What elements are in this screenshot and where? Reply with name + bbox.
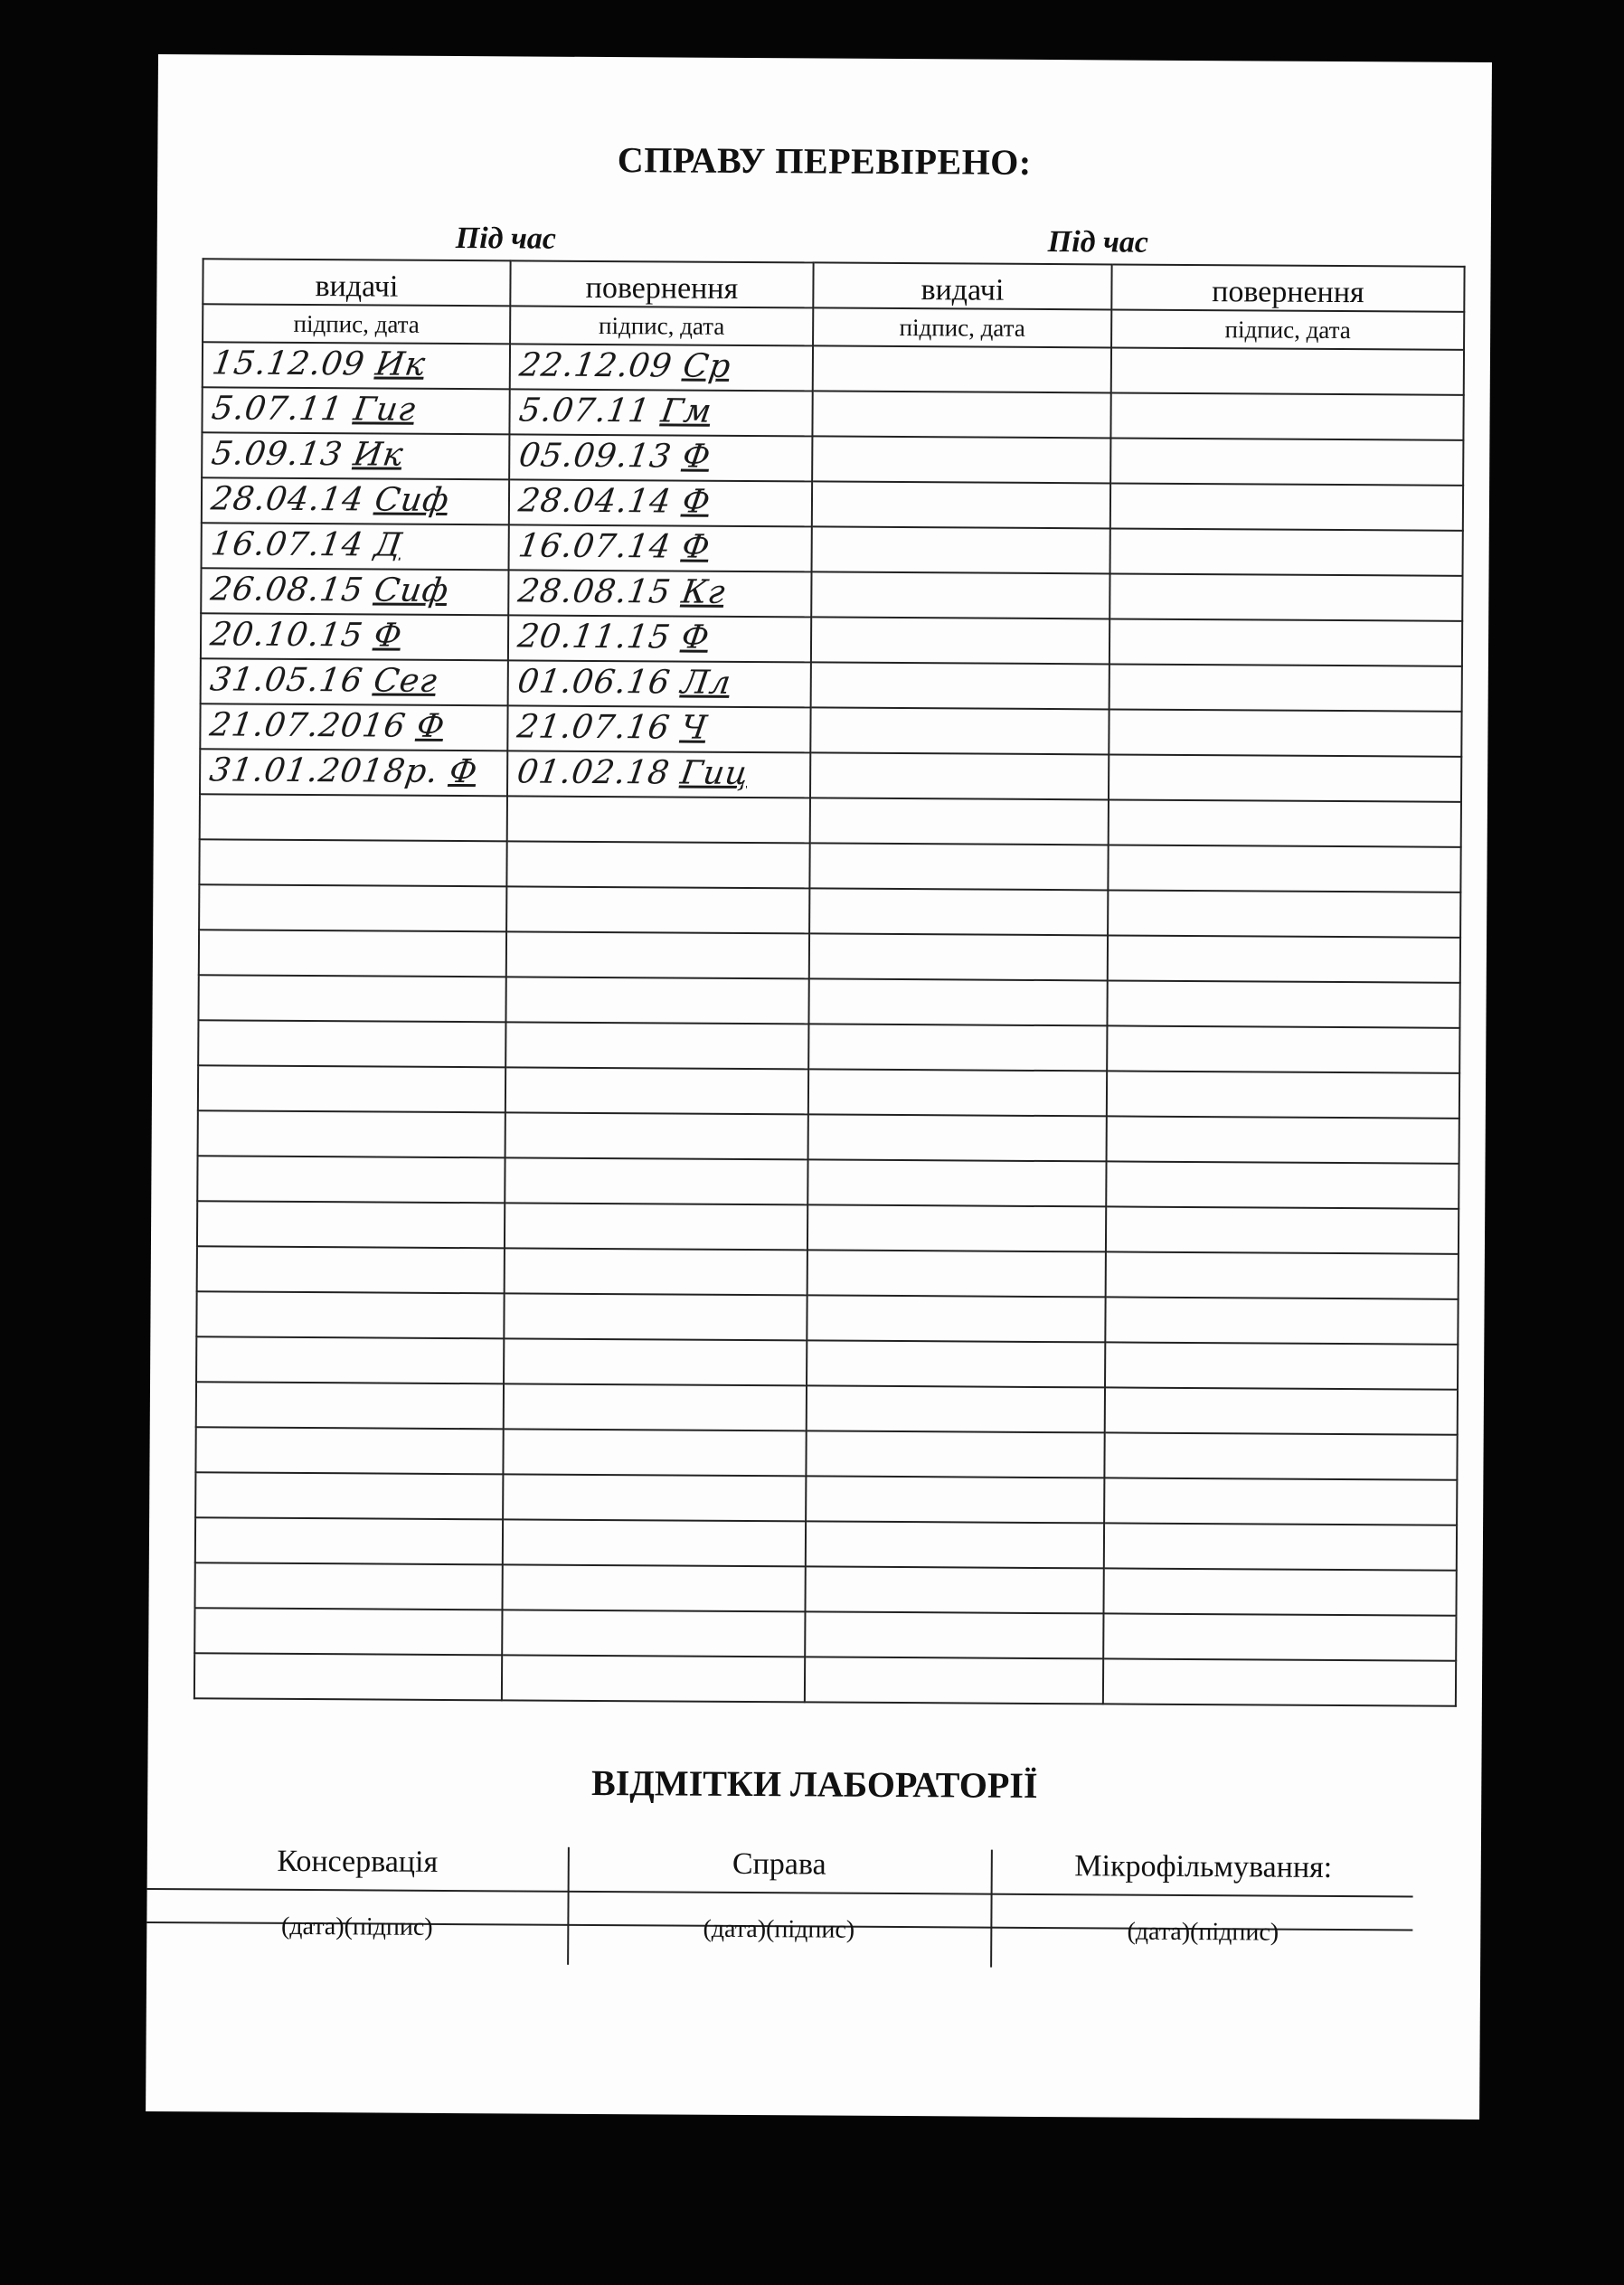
table-row [198, 1065, 1459, 1119]
signature: Гиц [677, 754, 752, 792]
table-cell [198, 1065, 505, 1112]
table-cell [195, 1472, 503, 1519]
table-row [198, 975, 1459, 1028]
table-cell [1107, 980, 1459, 1027]
table-cell [195, 1427, 503, 1474]
lab-col-microfilm [990, 1841, 1416, 1961]
table-cell [806, 1430, 1104, 1478]
handwritten-issue-entry [209, 435, 406, 473]
table-cell [508, 660, 811, 707]
return-date: 21.07.16 [515, 708, 673, 747]
table-cell [1108, 890, 1460, 937]
table-cell [502, 1564, 805, 1611]
lab-title: ВІДМІТКИ ЛАБОРАТОРІЇ [590, 1761, 1038, 1806]
table-cell [810, 798, 1109, 845]
table-cell [201, 658, 508, 705]
table-cell [805, 1657, 1103, 1704]
table-cell [503, 1429, 806, 1476]
table-cell [805, 1566, 1103, 1613]
table-cell [812, 391, 1110, 438]
table-cell [809, 888, 1108, 935]
table-cell [1110, 392, 1463, 439]
handwritten-return-entry [517, 392, 715, 430]
table-cell [808, 1069, 1107, 1116]
lab-label-case: Справа [732, 1846, 826, 1882]
table-cell [194, 1653, 502, 1700]
signature: Ф [680, 438, 713, 476]
table-cell [505, 1203, 807, 1250]
table-cell [810, 752, 1109, 799]
table-row [200, 703, 1461, 757]
table-row [203, 342, 1464, 395]
table-cell [200, 794, 507, 841]
table-cell [805, 1611, 1103, 1658]
table-cell [508, 570, 811, 617]
table-row [194, 1608, 1456, 1661]
table-cell [507, 796, 810, 843]
table-row [202, 477, 1463, 531]
table-cell [506, 931, 809, 978]
table-cell [196, 1291, 504, 1338]
document-sheet [146, 54, 1492, 2120]
handwritten-return-entry [515, 618, 713, 656]
table-cell [505, 977, 808, 1024]
lab-label-microfilm: Мікрофільмування: [1074, 1849, 1333, 1884]
table-row [196, 1291, 1458, 1345]
table-cell [202, 432, 509, 479]
issue-date: 26.08.15 [208, 571, 366, 609]
signature: Сег [371, 662, 440, 700]
page-title: СПРАВУ ПЕРЕВІРЕНО: [617, 139, 1032, 183]
table-cell [1104, 1523, 1457, 1570]
handwritten-issue-entry [207, 751, 480, 790]
handwritten-issue-entry [207, 706, 447, 745]
table-row [201, 613, 1462, 666]
table-cell [811, 662, 1109, 709]
table-cell [199, 930, 506, 977]
table-row [201, 568, 1462, 621]
return-date: 5.07.11 [516, 392, 654, 430]
table-row [200, 794, 1461, 847]
lab-sub-microfilm: (дата)(підпис) [1127, 1917, 1279, 1947]
signature: Ч [678, 709, 711, 747]
lab-col-case [567, 1838, 991, 1959]
table-cell [202, 477, 509, 524]
table-cell [503, 1474, 806, 1521]
handwritten-return-entry [517, 346, 733, 384]
table-cell [509, 389, 812, 436]
handwritten-issue-entry [209, 525, 405, 563]
table-cell [197, 1201, 505, 1248]
handwritten-issue-entry [208, 571, 451, 609]
table-row [198, 1020, 1459, 1073]
table-cell [812, 526, 1110, 573]
table-row [197, 1246, 1459, 1299]
table-cell [1103, 1658, 1456, 1705]
table-cell [198, 975, 505, 1022]
signature: Сиф [372, 481, 452, 519]
table-cell [809, 933, 1108, 980]
issue-date: 20.10.15 [208, 616, 366, 655]
handwritten-return-entry [515, 753, 751, 792]
table-cell [506, 841, 809, 888]
subheader-return-right: підпис, дата [1111, 309, 1464, 349]
signature: Ик [373, 345, 429, 383]
table-cell [200, 749, 507, 796]
handwritten-return-entry [516, 437, 713, 475]
table-cell [505, 1248, 807, 1295]
signature: Ф [371, 617, 405, 655]
table-row [202, 523, 1463, 576]
table-cell [507, 751, 810, 798]
issue-date: 15.12.09 [209, 345, 368, 383]
issue-date: 31.01.2018р. [207, 751, 441, 790]
signature: Ф [678, 618, 713, 656]
table-row [195, 1563, 1457, 1616]
table-cell [196, 1336, 504, 1383]
check-log-table [194, 258, 1466, 1707]
table-cell [806, 1521, 1104, 1568]
table-cell [811, 571, 1109, 618]
table-cell [1109, 709, 1461, 756]
signature: Д [372, 526, 405, 564]
table-cell [199, 839, 506, 886]
table-row [199, 930, 1460, 983]
table-cell [203, 342, 510, 389]
table-cell [504, 1293, 807, 1340]
signature: Кг [679, 573, 729, 611]
signature: Ф [414, 707, 448, 745]
table-row [201, 658, 1462, 712]
signature: Ср [680, 347, 734, 385]
return-date: 05.09.13 [516, 437, 675, 476]
table-cell [505, 1067, 808, 1114]
handwritten-return-entry [516, 527, 713, 565]
table-cell [807, 1385, 1105, 1432]
table-cell [1105, 1297, 1458, 1344]
table-cell [198, 1110, 505, 1157]
table-cell [202, 387, 509, 434]
return-date: 20.11.15 [515, 618, 674, 656]
table-cell [505, 1022, 808, 1069]
header-issue-right: видачі [813, 262, 1111, 309]
table-cell [807, 1340, 1105, 1387]
table-cell [502, 1610, 805, 1657]
table-cell [508, 615, 811, 662]
group-label-right: Під час [1047, 225, 1149, 260]
table-cell [808, 1024, 1107, 1071]
table-cell [201, 613, 508, 660]
handwritten-issue-entry [208, 616, 405, 654]
lab-sub-conservation: (дата)(підпис) [280, 1912, 433, 1941]
table-cell [200, 703, 507, 751]
return-date: 16.07.14 [515, 527, 675, 566]
lab-sub-case: (дата)(підпис) [703, 1914, 855, 1944]
table-row [196, 1382, 1458, 1435]
table-row [197, 1156, 1459, 1209]
lab-label-conservation: Консервація [277, 1844, 439, 1879]
header-return-right: повернення [1111, 264, 1464, 311]
log-body [194, 342, 1464, 1705]
table-cell [809, 843, 1108, 890]
handwritten-return-entry [515, 572, 728, 610]
return-date: 01.06.16 [515, 663, 674, 702]
table-row [195, 1517, 1457, 1571]
table-cell [808, 1114, 1107, 1161]
table-cell [1110, 528, 1463, 575]
table-row [199, 839, 1460, 892]
table-cell [1104, 1478, 1457, 1525]
table-cell [811, 617, 1109, 664]
table-cell [1107, 1071, 1459, 1118]
table-cell [509, 434, 812, 481]
table-row [202, 432, 1463, 486]
table-row [199, 884, 1460, 938]
table-cell [194, 1608, 502, 1655]
subheader-issue-left: підпис, дата [203, 304, 510, 344]
table-cell [1109, 573, 1462, 620]
handwritten-return-entry [515, 663, 734, 701]
header-issue-left: видачі [203, 259, 510, 306]
table-cell [509, 479, 812, 526]
table-cell [1108, 845, 1460, 892]
table-cell [509, 524, 812, 571]
table-cell [1105, 1387, 1458, 1434]
lab-col-conservation [146, 1836, 568, 1956]
issue-date: 31.05.16 [207, 661, 366, 700]
table-cell [1107, 1025, 1459, 1072]
table-cell [812, 481, 1110, 528]
table-row [202, 387, 1463, 440]
table-cell [507, 705, 810, 752]
table-cell [1109, 799, 1461, 846]
table-cell [808, 978, 1107, 1025]
handwritten-issue-entry [208, 661, 440, 699]
table-cell [1110, 483, 1463, 530]
table-cell [807, 1159, 1106, 1206]
table-cell [812, 436, 1110, 483]
table-row [195, 1427, 1457, 1480]
table-row [194, 1653, 1456, 1706]
subheader-issue-right: підпис, дата [813, 307, 1111, 347]
lab-marks [146, 1836, 1481, 1970]
table-cell [502, 1655, 805, 1702]
signature: Гиг [351, 391, 419, 429]
table-cell [196, 1382, 504, 1429]
handwritten-issue-entry [209, 480, 452, 519]
issue-date: 16.07.14 [208, 525, 367, 564]
table-cell [504, 1383, 807, 1430]
table-cell [1104, 1432, 1457, 1479]
table-row [200, 749, 1461, 802]
table-cell [1111, 347, 1464, 394]
table-cell [510, 344, 813, 391]
table-cell [1103, 1568, 1456, 1615]
signature: Ф [679, 528, 713, 566]
return-date: 28.04.14 [515, 482, 675, 521]
handwritten-issue-entry [210, 345, 429, 382]
table-cell [197, 1156, 505, 1203]
group-label-left: Під час [455, 222, 557, 256]
table-row [195, 1472, 1457, 1525]
return-date: 22.12.09 [516, 346, 675, 385]
table-cell [195, 1563, 503, 1610]
table-cell [1107, 1116, 1459, 1163]
issue-date: 5.07.11 [209, 390, 346, 429]
table-cell [807, 1250, 1106, 1297]
table-row [198, 1110, 1459, 1164]
table-cell [806, 1476, 1104, 1523]
table-cell [504, 1338, 807, 1385]
return-date: 01.02.18 [515, 753, 673, 792]
handwritten-return-entry [516, 482, 713, 520]
return-date: 28.08.15 [515, 572, 674, 611]
subheader-return-left: підпис, дата [510, 306, 813, 345]
table-cell [1109, 754, 1461, 801]
table-cell [202, 523, 509, 570]
table-cell [198, 1020, 505, 1067]
signature: Ф [679, 483, 713, 521]
table-cell [813, 345, 1111, 392]
table-row [197, 1201, 1459, 1254]
table-cell [505, 1112, 808, 1159]
table-row [196, 1336, 1458, 1390]
header-return-left: повернення [510, 260, 813, 307]
table-cell [807, 1204, 1106, 1251]
issue-date: 28.04.14 [208, 480, 367, 519]
issue-date: 5.09.13 [209, 435, 345, 474]
table-cell [197, 1246, 505, 1293]
table-cell [810, 707, 1109, 754]
signature: Ик [351, 436, 407, 474]
handwritten-return-entry [515, 708, 710, 746]
signature: Гм [658, 392, 715, 430]
table-cell [199, 884, 506, 931]
table-cell [807, 1295, 1105, 1342]
table-cell [1106, 1251, 1459, 1298]
issue-date: 21.07.2016 [207, 706, 409, 745]
handwritten-issue-entry [210, 390, 419, 428]
table-cell [1103, 1613, 1456, 1660]
table-cell [195, 1517, 503, 1564]
signature: Лл [678, 664, 734, 702]
table-cell [505, 1157, 807, 1204]
table-cell [1106, 1161, 1459, 1208]
table-cell [1108, 935, 1460, 982]
table-cell [506, 886, 809, 933]
table-cell [1109, 664, 1462, 711]
signature: Ф [447, 753, 481, 791]
table-cell [1106, 1206, 1459, 1253]
table-cell [1105, 1342, 1458, 1389]
table-cell [1109, 618, 1462, 666]
table-cell [1110, 438, 1463, 485]
signature: Сиф [372, 571, 452, 609]
table-cell [201, 568, 508, 615]
table-cell [503, 1519, 806, 1566]
